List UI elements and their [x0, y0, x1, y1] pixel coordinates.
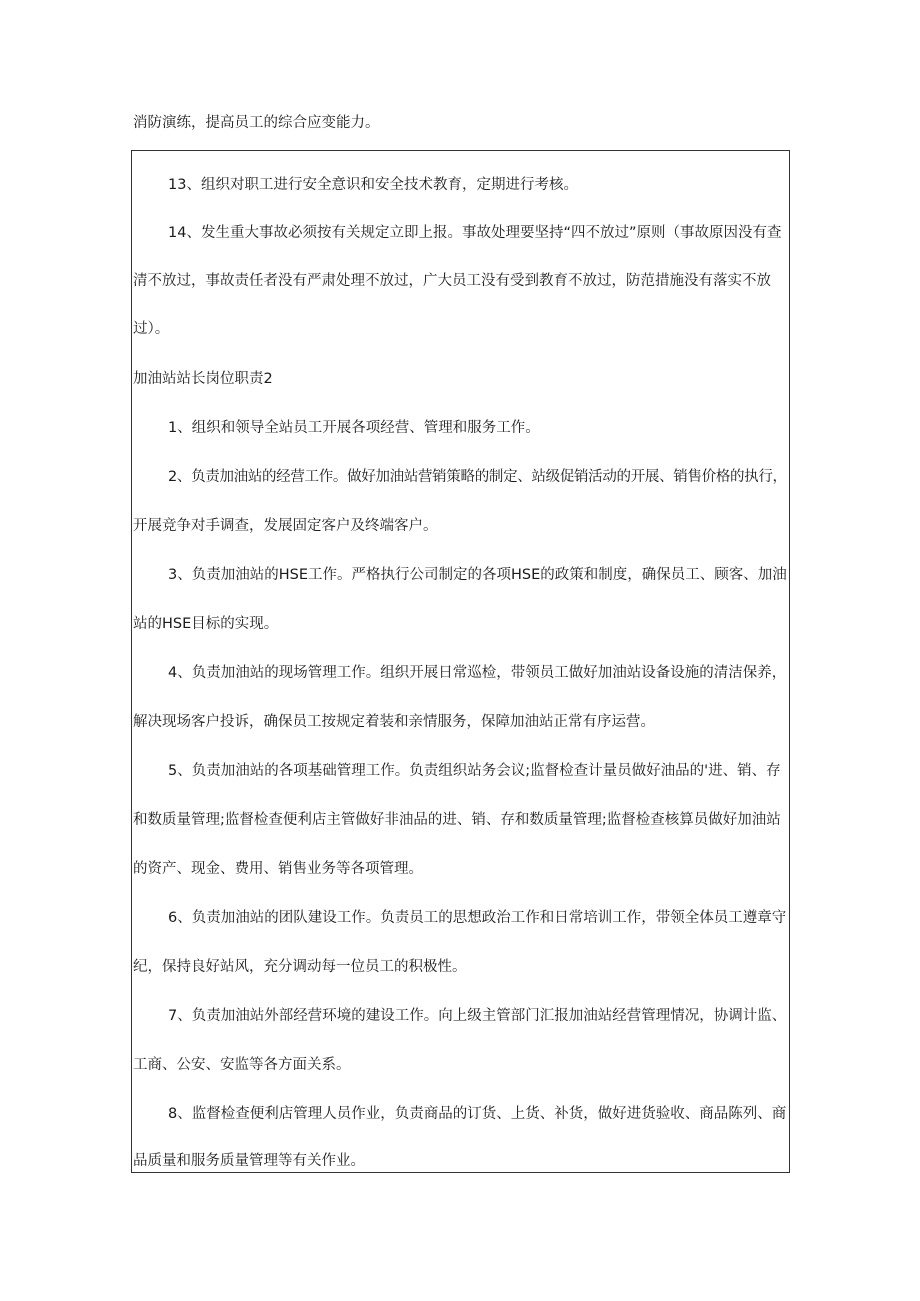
text-line: 13、组织对职工进行安全意识和安全技术教育，定期进行考核。: [168, 177, 578, 193]
text-line: 3、负责加油站的HSE工作。严格执行公司制定的各项HSE的政策和制度，确保员工、顾客、加油: [168, 567, 787, 583]
content-box: [131, 150, 790, 1173]
text-line: 4、负责加油站的现场管理工作。组织开展日常巡检，带领员工做好加油站设备设施的清洁保养，: [168, 665, 787, 681]
section-heading: 加油站站长岗位职责2: [133, 371, 273, 387]
text-line: 5、负责加油站的各项基础管理工作。负责组织站务会议;监督检查计量员做好油品的'进、销、存: [168, 763, 781, 779]
text-line: 和数质量管理;监督检查便利店主管做好非油品的进、销、存和数质量管理;监督检查核算员做好加油站: [133, 812, 781, 828]
text-line: 过）。: [133, 321, 170, 337]
text-line: 清不放过，事故责任者没有严肃处理不放过，广大员工没有受到教育不放过，防范措施没有落实不放: [133, 273, 771, 289]
text-line: 工商、公安、安监等各方面关系。: [133, 1057, 351, 1073]
text-line: 纪，保持良好站风，充分调动每一位员工的积极性。: [133, 959, 467, 975]
continued-text-line: 消防演练，提高员工的综合应变能力。: [133, 115, 380, 131]
text-line: 14、发生重大事故必须按有关规定立即上报。事故处理要坚持“四不放过”原则（事故原因没有查: [168, 225, 782, 241]
text-line: 站的HSE目标的实现。: [133, 616, 279, 632]
text-line: 8、监督检查便利店管理人员作业，负责商品的订货、上货、补货，做好进货验收、商品陈列、商: [168, 1106, 787, 1122]
text-line: 的资产、现金、费用、销售业务等各项管理。: [133, 861, 423, 877]
text-line: 6、负责加油站的团队建设工作。负责员工的思想政治工作和日常培训工作，带领全体员工遵章守: [168, 910, 787, 926]
text-line: 品质量和服务质量管理等有关作业。: [133, 1153, 365, 1169]
text-line: 7、负责加油站外部经营环境的建设工作。向上级主管部门汇报加油站经营管理情况，协调计监、: [168, 1008, 787, 1024]
text-line: 1、组织和领导全站员工开展各项经营、管理和服务工作。: [168, 420, 540, 436]
text-line: 2、负责加油站的经营工作。做好加油站营销策略的制定、站级促销活动的开展、销售价格的执行，: [168, 469, 787, 485]
text-line: 开展竞争对手调查，发展固定客户及终端客户。: [133, 518, 438, 534]
text-line: 解决现场客户投诉，确保员工按规定着装和亲情服务，保障加油站正常有序运营。: [133, 714, 655, 730]
